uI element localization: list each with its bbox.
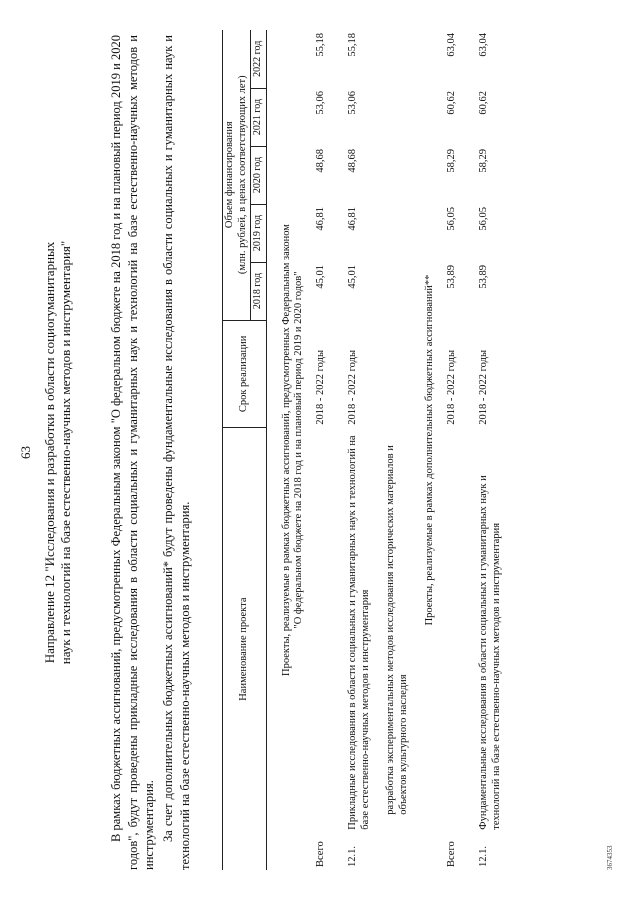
total-value: 60,62 [445,91,457,115]
total-period: 2018 - 2022 годы [314,349,326,425]
total-value: 56,05 [445,207,457,231]
section-1-title-row [266,30,314,870]
total-value: 58,29 [445,149,457,173]
header-period: Срок реализации [223,320,267,428]
header-funding-line1: Объем финансирования [224,121,235,229]
header-year-2018: 2018 год [251,262,267,320]
section-1-title-line1: Проекты, реализуемые в рамках бюджетных ассигнований, предусмотренных Федеральным законом [280,224,292,676]
row-value: 63,04 [478,33,489,57]
header-funding [223,30,251,320]
total-value: 53,89 [445,265,457,289]
paragraph-1: В рамках бюджетных ассигнований, предусмотренных Федеральным законом "О федеральном бюджете на 2018 год и на плановый период 2019 и 2020 годов", будут проведены прикладные исследования в области социальных и гуманитарных наук и технологий на базе естественно-научных методов и инструментария. [109,35,156,870]
total-label: Всего [314,841,326,867]
header-year-2020: 2020 год [251,146,267,204]
row-period: 2018 - 2022 годы [347,349,358,425]
row-period: 2018 - 2022 годы [478,349,489,425]
row-value: 45,01 [347,265,358,289]
row-value: 60,62 [478,91,489,115]
table-row [445,30,460,870]
funding-table [222,30,504,870]
row-value: 55,18 [347,33,358,57]
row-value: 48,68 [347,149,358,173]
header-year-2022: 2022 год [251,30,267,88]
row-name: Прикладные исследования в области социальных и гуманитарных наук и технологий на базе естественно-научных методов и инструментария [347,435,371,830]
row-value: 53,89 [478,265,489,289]
table-row [373,30,410,870]
table-row [314,30,329,870]
row-subitem: разработка экспериментальных методов исследования исторических материалов и объектов культурного наследия [385,445,409,815]
total-period: 2018 - 2022 годы [445,349,457,425]
header-year-2019: 2019 год [251,204,267,262]
table-row [477,30,504,870]
total-label: Всего [445,841,457,867]
total-value: 46,81 [314,207,326,231]
total-value: 48,68 [314,149,326,173]
row-value: 56,05 [478,207,489,231]
section-2-title: Проекты, реализуемые в рамках дополнительных бюджетных ассигнований** [424,274,435,626]
section-heading [42,0,74,905]
paragraph-2: За счет дополнительных бюджетных ассигнований* будут проведены фундаментальные исследования в области социальных и гуманитарных наук и технологий на базе естественно-научных методов и инструментария. [161,35,192,870]
total-value: 55,18 [314,33,326,57]
section-1-title-line2: "О федеральном бюджете на 2018 год и на плановый период 2019 и 2020 годов" [293,271,304,629]
row-code: 12.1. [347,846,358,867]
heading-line-1: Направление 12 "Исследования и разработки в области социогуманитарных [42,241,57,664]
table-header-row [223,30,251,870]
row-value: 58,29 [478,149,489,173]
total-value: 45,01 [314,265,326,289]
total-value: 53,06 [314,91,326,115]
header-project-name: Наименование проекта [223,428,267,870]
table-row [346,30,373,870]
row-value: 46,81 [347,207,358,231]
row-code: 12.1. [478,846,489,867]
document-cipher: 3674353 [606,845,614,870]
header-funding-line2: (млн. рублей, в ценах соответствующих лет) [236,75,248,275]
section-1-title [266,30,314,870]
section-2-title-row [410,30,445,870]
total-value: 63,04 [445,33,457,57]
page-number: 63 [18,446,33,459]
header-year-2021: 2021 год [251,88,267,146]
row-name: Фундаментальные исследования в области социальных и гуманитарных наук и технологий на базе естественно-научных методов и инструментария [478,475,502,830]
row-value: 53,06 [347,91,358,115]
heading-line-2: наук и технологий на базе естественно-научных методов и инструментария" [58,240,73,665]
